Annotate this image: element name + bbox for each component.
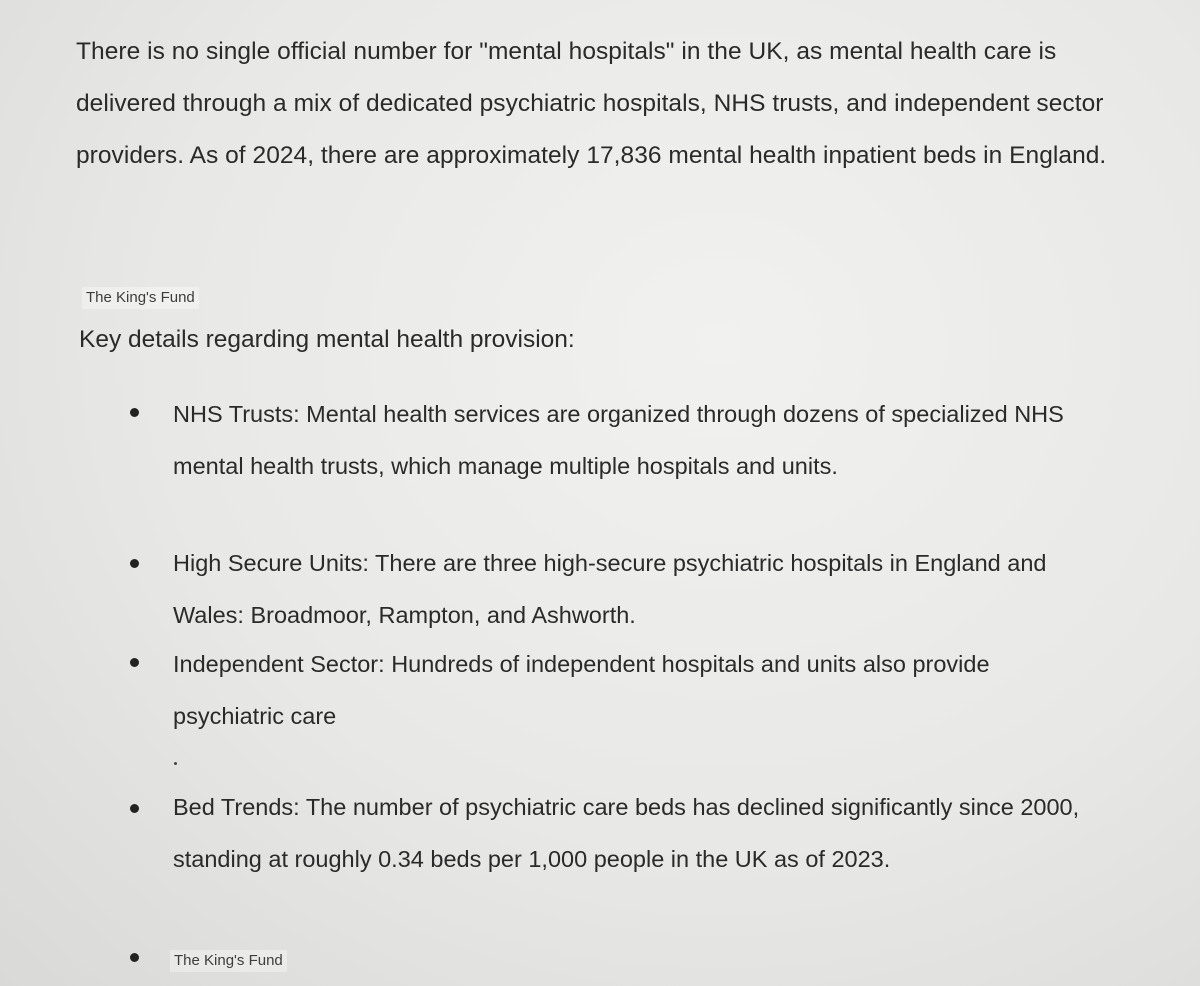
bullet-icon [130,408,139,417]
list-item-text: NHS Trusts: Mental health services are organized through dozens of specialized NHS mental health trusts, which manage multiple hospitals and units. [173,401,1064,479]
bullet-icon [130,953,139,962]
bullet-icon [130,804,139,813]
intro-paragraph: There is no single official number for "mental hospitals" in the UK, as mental health care is delivered through a mix of dedicated psychiatric hospitals, NHS trusts, and independent sector providers. As of 2024, there are approximately 17,836 mental health inpatient beds in England. [76,38,1107,169]
bullet-icon [130,658,139,667]
list-item [130,638,1090,742]
list-item-text: High Secure Units: There are three high-secure psychiatric hospitals in England and Wales: Broadmoor, Rampton, and Ashworth. [173,550,1047,628]
bullet-icon [130,559,139,568]
key-details-heading: Key details regarding mental health provision: [79,326,575,353]
list-item-text: Independent Sector: Hundreds of independent hospitals and units also provide psychiatric care [173,651,990,729]
source-link-kings-fund[interactable]: The King's Fund [170,950,287,972]
list-item-text [170,944,1090,972]
response-body [76,26,1146,182]
list-item [130,537,1090,641]
source-link-kings-fund[interactable]: The King's Fund [82,287,199,309]
list-item-text: Bed Trends: The number of psychiatric care beds has declined significantly since 2000, standing at roughly 0.34 beds per 1,000 people in the UK as of 2023. [173,794,1080,872]
list-item [130,944,1090,972]
list-item [130,781,1090,885]
stray-period [174,762,177,765]
list-item [130,388,1090,492]
